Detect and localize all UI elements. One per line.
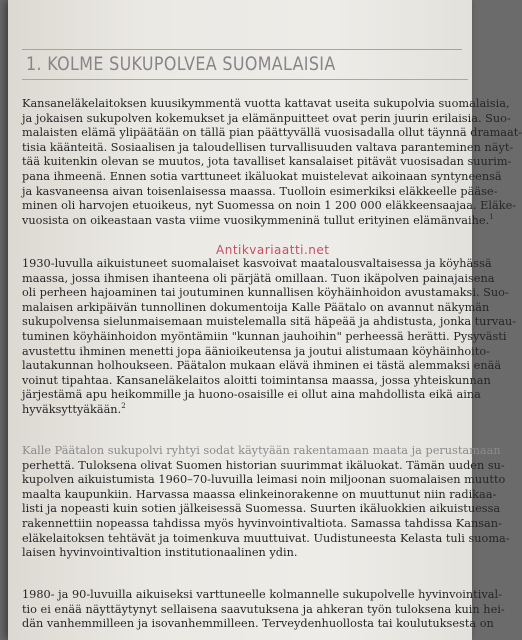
paragraph-4-line: tio ei enää näyttäytynyt sellaisena saavutuksena ja ahkeran työn tuloksena kuin hei- — [22, 602, 505, 616]
paragraph-1-line: ja jokaisen sukupolven kokemukset ja elämänpuitteet ovat perin juurin erilaisia. Suo- — [22, 111, 511, 125]
paragraph-3-line: laisen hyvinvointivaltion institutionaalinen ydin. — [22, 546, 298, 560]
paragraph-4 — [22, 588, 505, 632]
paragraph-1-line: minen oli harvojen etuoikeus, nyt Suomessa on noin 1 200 000 eläkkeensaajaa. Eläke- — [22, 199, 517, 213]
paragraph-2-line: 1930-luvulla aikuistuneet suomalaiset kasvoivat maatalousvaltaisessa ja köyhässä — [22, 257, 492, 270]
paragraph-4-line: 1980- ja 90-luvuilla aikuiseksi varttuneelle kolmannelle sukupolvelle hyvinvointival- — [22, 588, 502, 601]
paragraph-1-last-line — [22, 212, 494, 229]
paragraph-2-line: maassa, jossa ihmisen ihanteena oli pärjätä omillaan. Tuon ikäpolven painajaisena — [22, 271, 495, 285]
paragraph-3-line: Kalle Päätalon sukupolvi ryhtyi sodat käytyään rakentamaan maata ja perustamaan — [22, 444, 501, 457]
paragraph-1-line: Kansaneläkelaitoksen kuusikymmentä vuotta kattavat useita sukupolvia suomalaisia, — [22, 97, 510, 110]
paragraph-2-line: tuminen köyhäinhoidon myöntämiin "kunnan jauhoihin" perheessä herätti. Pysyvästi — [22, 329, 507, 343]
heading-underline — [22, 79, 468, 80]
paragraph-2-line: lautakunnan holhoukseen. Päätalon mukaan elävä ihminen ei tästä alemmaksi enää — [22, 359, 502, 373]
chapter-heading: 1. KOLME SUKUPOLVEA SUOMALAISIA — [26, 54, 336, 75]
paragraph-3-line: perhettä. Tuloksena olivat Suomen historian suurimmat ikäluokat. Tämän uuden su- — [22, 458, 505, 472]
paragraph-1-line: tää kuitenkin olevan se muutos, jota tavalliset kansalaiset pitävät vuosisadan suurim- — [22, 155, 512, 169]
footnote-marker-1: 1 — [489, 212, 494, 221]
paragraph-3-line: listi ja nopeasti kuin sotien jälkeisessä Suomessa. Suurten ikäluokkien aikuistuessa — [22, 502, 501, 516]
paragraph-3-line: maalta kaupunkiin. Harvassa maassa elinkeinorakenne on muuttunut niin radikaa- — [22, 487, 497, 501]
paragraph-2-line-text: hyväksyttyäkään. — [22, 402, 122, 416]
watermark: Antikvariaatti.net — [216, 243, 330, 257]
paragraph-3-line: rakennettiin nopeassa tahdissa myös hyvinvointivaltiota. Samassa tahdissa Kansan- — [22, 516, 502, 530]
paragraph-2-line: malaisen arkipäivän tunnollinen dokumentoija Kalle Päätalo on avannut näkymän — [22, 300, 490, 314]
paragraph-2-line: järjestämä apu heikommille ja huono-osaisille ei ollut aina mahdollista eikä aina — [22, 388, 481, 402]
paragraph-1-line: malaisten elämä ylipäätään on tällä pian päättyvällä vuosisadalla ollut täynnä dramaat- — [22, 126, 522, 140]
paragraph-3-line: kupolven aikuistumista 1960–70-luvuilla leimasi noin miljoonan suomalaisen muutto — [22, 473, 506, 487]
paragraph-2-line: avustettu ihminen menetti jopa äänioikeutensa ja joutui alistumaan köyhäinhoito- — [22, 344, 490, 358]
book-page — [8, 0, 522, 640]
paragraph-2-line: voinut tipahtaa. Kansaneläkelaitos aloitti toimintansa maassa, jossa yhteiskunnan — [22, 373, 491, 387]
paragraph-1 — [22, 97, 522, 228]
paragraph-2-last-line — [22, 403, 466, 418]
paragraph-4-line: dän vanhemmilleen ja isovanhemmilleen. Terveydenhuollosta tai koulutuksesta on — [22, 617, 494, 631]
paragraph-1-line: ja kasvaneensa aivan toisenlaisessa maassa. Tuolloin esimerkiksi eläkkeelle pääse- — [22, 184, 498, 198]
heading-top-rule — [22, 49, 462, 50]
paragraph-3 — [22, 444, 510, 561]
paragraph-1-line: tisia käänteitä. Sosiaalisen ja taloudellisen turvallisuuden valtava paranteminen näyt- — [22, 140, 514, 154]
footnote-marker-2: 2 — [121, 402, 126, 411]
paragraph-2-line: oli perheen hajoaminen tai joutuminen kunnallisen köyhäinhoidon avustamaksi. Suo- — [22, 286, 509, 300]
paragraph-2-line: sukupolvensa sielunmaisemaan muistelemalla sitä häpeää ja ahdistusta, jonka turvau- — [22, 315, 517, 329]
paragraph-1-line: pana ihmeenä. Ennen sotia varttuneet ikäluokat muistelevat aikoinaan syntyneensä — [22, 169, 502, 183]
paragraph-3-line: eläkelaitoksen tehtävät ja toimenkuva muuttuivat. Uudistuneesta Kelasta tuli suoma- — [22, 531, 510, 545]
paragraph-2 — [22, 257, 517, 418]
paragraph-1-line-text: vuosista on oikeastaan vasta viime vuosikymmeninä tullut erityinen elämänvaihe. — [22, 213, 490, 227]
